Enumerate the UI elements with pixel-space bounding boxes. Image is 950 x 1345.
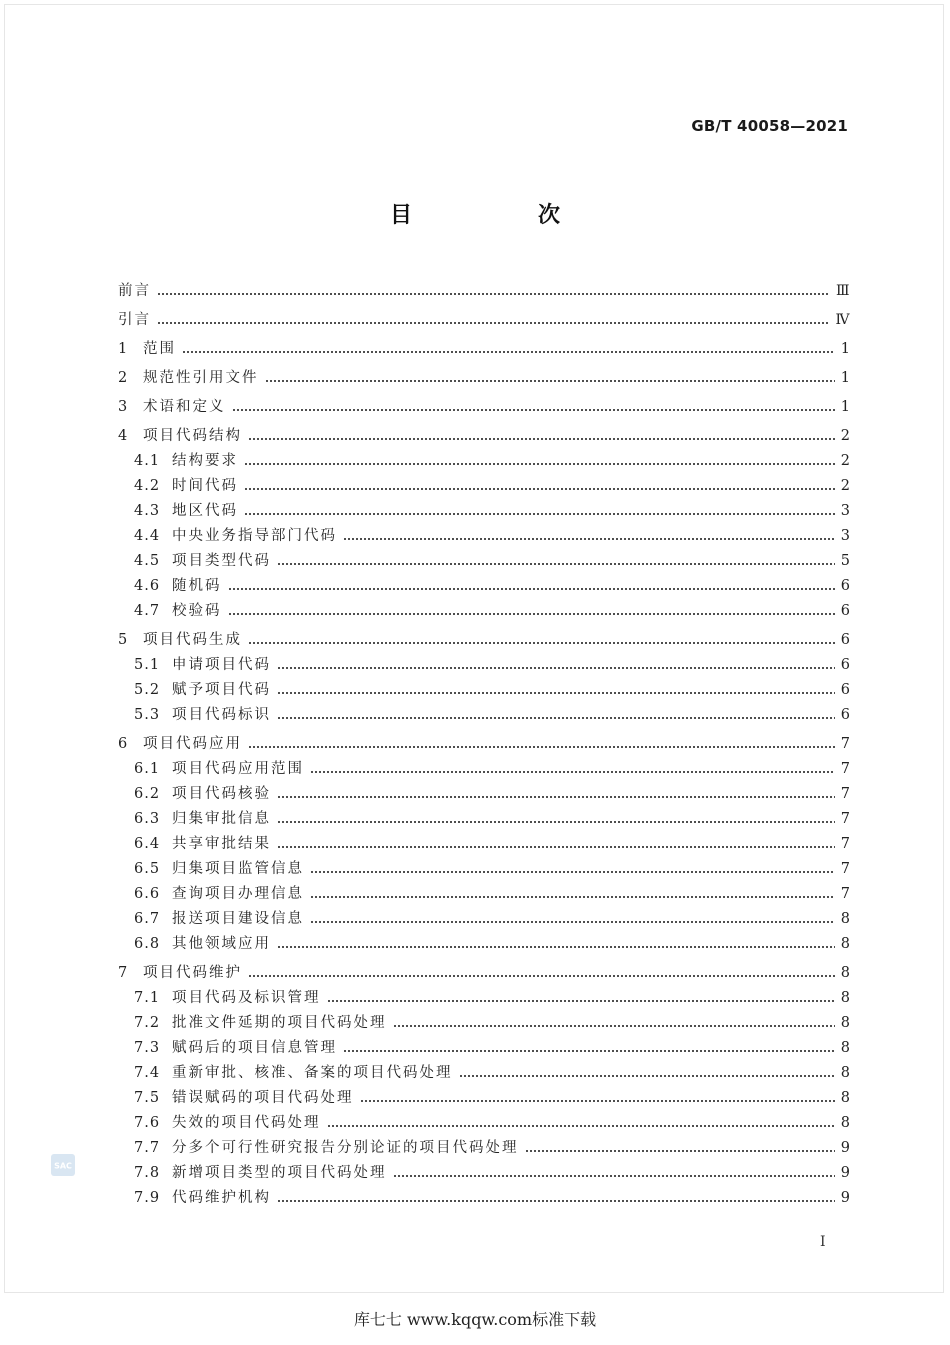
toc-entry[interactable] [118, 630, 850, 650]
toc-entry-number: 4.1 [134, 453, 161, 469]
toc-entry[interactable] [118, 426, 850, 446]
toc-dot-leader [265, 368, 835, 388]
toc-dot-leader [327, 988, 835, 1008]
toc-entry-number: 5 [118, 632, 129, 648]
toc-entry-title: 项目代码结构 [143, 428, 242, 444]
sac-logo-mark [52, 1158, 74, 1172]
toc-entry-number: 7.1 [134, 990, 161, 1006]
toc-dot-leader [343, 526, 835, 546]
toc-entry-title: 项目代码应用 [143, 736, 242, 752]
toc-entry-title: 重新审批、核准、备案的项目代码处理 [172, 1065, 453, 1081]
toc-entry-page: 2 [840, 453, 850, 469]
toc-entry-page: 9 [840, 1140, 850, 1156]
toc-entry-title: 引言 [118, 312, 151, 328]
sac-logo-icon [51, 1154, 75, 1176]
toc-entry[interactable] [134, 551, 850, 571]
toc-entry-number: 6.8 [134, 936, 161, 952]
toc-entry[interactable] [134, 834, 850, 854]
toc-dot-leader [244, 476, 835, 496]
toc-entry[interactable] [118, 339, 850, 359]
toc-entry-number: 4.6 [134, 578, 161, 594]
toc-entry[interactable] [134, 1038, 850, 1058]
toc-entry-title: 项目类型代码 [172, 553, 271, 569]
toc-entry[interactable] [134, 476, 850, 496]
toc-entry-page: 2 [840, 478, 850, 494]
toc-dot-leader [244, 501, 835, 521]
toc-entry-number: 4.5 [134, 553, 161, 569]
toc-entry-page: 9 [840, 1165, 850, 1181]
toc-entry-title: 赋予项目代码 [172, 682, 271, 698]
toc-entry-title: 其他领域应用 [172, 936, 271, 952]
toc-dot-leader [228, 601, 835, 621]
toc-entry-page: 7 [840, 836, 850, 852]
toc-entry-page: 3 [840, 503, 850, 519]
toc-entry-page: 1 [840, 341, 850, 357]
toc-dot-leader [459, 1063, 835, 1083]
toc-entry-number: 7.3 [134, 1040, 161, 1056]
toc-entry[interactable] [134, 809, 850, 829]
toc-entry-number: 4.7 [134, 603, 161, 619]
toc-entry[interactable] [134, 1163, 850, 1183]
toc-entry-page: 5 [840, 553, 850, 569]
toc-entry-title: 随机码 [172, 578, 222, 594]
toc-dot-leader [525, 1138, 835, 1158]
toc-entry[interactable] [134, 601, 850, 621]
toc-entry-title: 项目代码应用范围 [172, 761, 304, 777]
toc-entry-title: 项目代码维护 [143, 965, 242, 981]
toc-entry-page: 8 [840, 1115, 850, 1131]
toc-dot-leader [277, 680, 835, 700]
toc-entry-page: 7 [840, 761, 850, 777]
toc-entry-number: 5.2 [134, 682, 161, 698]
toc-dot-leader [248, 630, 835, 650]
toc-entry-title: 地区代码 [172, 503, 238, 519]
toc-entry-number: 7.4 [134, 1065, 161, 1081]
toc-dot-leader [157, 281, 830, 301]
toc-entry[interactable] [134, 759, 850, 779]
toc-entry[interactable] [134, 576, 850, 596]
download-caption: 库七七 www.kqqw.com标准下载 [353, 1310, 597, 1329]
toc-entry-number: 6.2 [134, 786, 161, 802]
toc-entry[interactable] [118, 281, 850, 301]
toc-entry-page: 9 [840, 1190, 850, 1206]
toc-entry[interactable] [134, 526, 850, 546]
toc-entry-number: 7.8 [134, 1165, 161, 1181]
toc-entry-number: 7.7 [134, 1140, 161, 1156]
toc-entry-title: 查询项目办理信息 [172, 886, 304, 902]
toc-entry[interactable] [134, 909, 850, 929]
toc-dot-leader [277, 784, 835, 804]
toc-entry-number: 6.3 [134, 811, 161, 827]
toc-dot-leader [343, 1038, 835, 1058]
toc-entry[interactable] [134, 934, 850, 954]
toc-entry[interactable] [134, 884, 850, 904]
toc-dot-leader [232, 397, 835, 417]
toc-entry-number: 4.3 [134, 503, 161, 519]
toc-entry[interactable] [134, 859, 850, 879]
toc-entry[interactable] [118, 368, 850, 388]
toc-entry-title: 项目代码标识 [172, 707, 271, 723]
toc-entry-number: 2 [118, 370, 129, 386]
toc-dot-leader [310, 909, 835, 929]
toc-dot-leader [310, 859, 835, 879]
toc-entry[interactable] [118, 734, 850, 754]
svg-text:SAC: SAC [54, 1161, 72, 1171]
toc-entry-page: 8 [840, 1040, 850, 1056]
toc-entry-title: 项目代码核验 [172, 786, 271, 802]
toc-entry-number: 7.9 [134, 1190, 161, 1206]
toc-dot-leader [393, 1163, 835, 1183]
toc-entry-page: 8 [840, 1065, 850, 1081]
toc-entry-page: 8 [840, 965, 850, 981]
toc-entry-title: 术语和定义 [143, 399, 226, 415]
toc-entry-number: 4.4 [134, 528, 161, 544]
toc-entry-title: 项目代码及标识管理 [172, 990, 321, 1006]
toc-entry-number: 7 [118, 965, 129, 981]
toc-dot-leader [157, 310, 830, 330]
toc-entry[interactable] [118, 310, 850, 330]
toc-dot-leader [248, 426, 835, 446]
toc-dot-leader [182, 339, 835, 359]
toc-entry-title: 归集项目监管信息 [172, 861, 304, 877]
page-title: 目 次 [389, 203, 612, 228]
toc-entry-number: 4.2 [134, 478, 161, 494]
toc-entry-title: 分多个可行性研究报告分别论证的项目代码处理 [172, 1140, 519, 1156]
toc-dot-leader [277, 551, 835, 571]
toc-entry-title: 共享审批结果 [172, 836, 271, 852]
toc-dot-leader [277, 809, 835, 829]
toc-entry-title: 赋码后的项目信息管理 [172, 1040, 337, 1056]
toc-dot-leader [393, 1013, 835, 1033]
toc-entry-title: 失效的项目代码处理 [172, 1115, 321, 1131]
toc-entry-title: 申请项目代码 [172, 657, 271, 673]
toc-dot-leader [244, 451, 835, 471]
toc-entry-page: 7 [840, 886, 850, 902]
toc-entry-page: Ⅳ [835, 312, 850, 328]
toc-entry[interactable] [134, 680, 850, 700]
toc-dot-leader [277, 934, 835, 954]
toc-entry-number: 6 [118, 736, 129, 752]
toc-dot-leader [310, 759, 835, 779]
toc-entry-page: 7 [840, 736, 850, 752]
toc-entry-page: 6 [840, 578, 850, 594]
toc-entry-title: 校验码 [172, 603, 222, 619]
toc-dot-leader [248, 963, 835, 983]
toc-entry-number: 6.6 [134, 886, 161, 902]
toc-entry-page: 1 [840, 399, 850, 415]
toc-entry[interactable] [134, 501, 850, 521]
toc-entry-number: 6.7 [134, 911, 161, 927]
toc-entry-page: 7 [840, 861, 850, 877]
toc-entry-page: 7 [840, 811, 850, 827]
toc-entry[interactable] [134, 451, 850, 471]
toc-entry-number: 6.1 [134, 761, 161, 777]
toc-entry-page: 3 [840, 528, 850, 544]
page-number: I [820, 1234, 826, 1250]
toc-entry[interactable] [134, 784, 850, 804]
toc-entry-page: 7 [840, 786, 850, 802]
toc-entry-page: 6 [840, 632, 850, 648]
toc-entry-number: 7.6 [134, 1115, 161, 1131]
toc-dot-leader [327, 1113, 835, 1133]
toc-entry-title: 时间代码 [172, 478, 238, 494]
toc-entry-number: 3 [118, 399, 129, 415]
toc-entry[interactable] [118, 963, 850, 983]
toc-entry[interactable] [134, 988, 850, 1008]
toc-entry-page: 8 [840, 936, 850, 952]
toc-entry[interactable] [134, 1138, 850, 1158]
toc-entry-title: 新增项目类型的项目代码处理 [172, 1165, 387, 1181]
toc-entry-title: 错误赋码的项目代码处理 [172, 1090, 354, 1106]
toc-entry-page: 8 [840, 1015, 850, 1031]
toc-entry-title: 范围 [143, 341, 176, 357]
toc-entry[interactable] [134, 1113, 850, 1133]
toc-entry-title: 批准文件延期的项目代码处理 [172, 1015, 387, 1031]
toc-entry-page: 8 [840, 911, 850, 927]
toc-dot-leader [277, 705, 835, 725]
toc-entry[interactable] [134, 1013, 850, 1033]
toc-entry-page: 6 [840, 657, 850, 673]
toc-entry-title: 报送项目建设信息 [172, 911, 304, 927]
toc-entry[interactable] [134, 1088, 850, 1108]
toc-entry[interactable] [134, 1063, 850, 1083]
toc-dot-leader [277, 655, 835, 675]
toc-entry-title: 代码维护机构 [172, 1190, 271, 1206]
toc-entry-title: 项目代码生成 [143, 632, 242, 648]
toc-entry-page: 8 [840, 1090, 850, 1106]
toc-entry-page: 1 [840, 370, 850, 386]
toc-dot-leader [310, 884, 835, 904]
toc-entry-page: 6 [840, 603, 850, 619]
toc-entry-number: 6.5 [134, 861, 161, 877]
toc-dot-leader [228, 576, 835, 596]
toc-entry-page: 8 [840, 990, 850, 1006]
toc-entry-title: 规范性引用文件 [143, 370, 259, 386]
toc-entry-title: 中央业务指导部门代码 [172, 528, 337, 544]
toc-entry[interactable] [134, 705, 850, 725]
toc-entry-page: 6 [840, 707, 850, 723]
toc-entry-page: Ⅲ [835, 283, 850, 299]
toc-entry-number: 5.1 [134, 657, 161, 673]
toc-entry-number: 5.3 [134, 707, 161, 723]
toc-dot-leader [248, 734, 835, 754]
standard-number: GB/T 40058—2021 [691, 117, 848, 135]
toc-dot-leader [360, 1088, 835, 1108]
toc-entry-number: 7.5 [134, 1090, 161, 1106]
toc-entry-number: 1 [118, 341, 129, 357]
toc-entry-title: 前言 [118, 283, 151, 299]
toc-dot-leader [277, 1188, 835, 1208]
toc-entry[interactable] [134, 655, 850, 675]
toc-entry-number: 4 [118, 428, 129, 444]
toc-dot-leader [277, 834, 835, 854]
toc-entry-number: 6.4 [134, 836, 161, 852]
toc-entry-title: 归集审批信息 [172, 811, 271, 827]
toc-entry-title: 结构要求 [172, 453, 238, 469]
toc-entry[interactable] [134, 1188, 850, 1208]
toc-entry-page: 2 [840, 428, 850, 444]
toc-entry-number: 7.2 [134, 1015, 161, 1031]
toc-entry-page: 6 [840, 682, 850, 698]
toc-entry[interactable] [118, 397, 850, 417]
